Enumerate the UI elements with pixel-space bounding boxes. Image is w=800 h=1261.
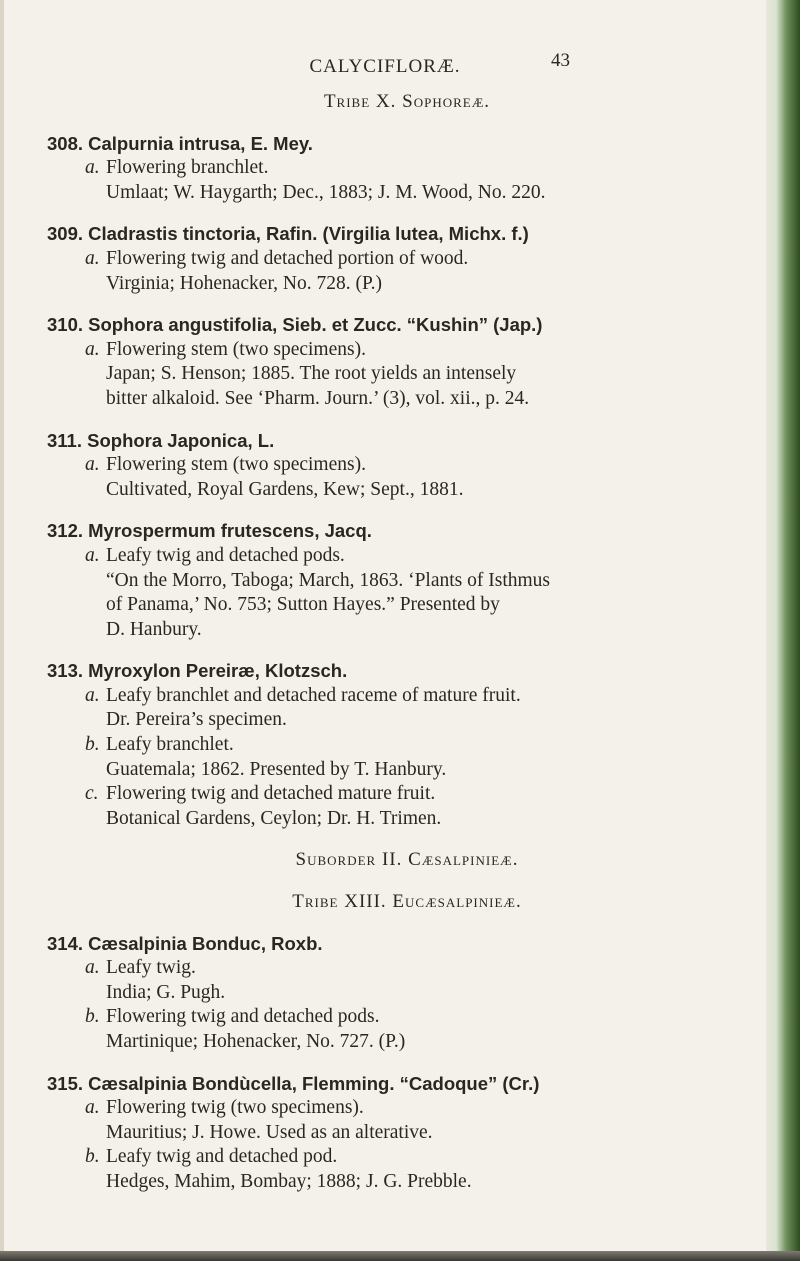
- running-head: CALYCIFLORÆ.: [309, 56, 461, 77]
- specimen-entry: [47, 932, 747, 1055]
- specimen-description: [85, 453, 747, 478]
- entry-title: 314. Cæsalpinia Bonduc, Roxb.: [47, 932, 323, 954]
- description-text: Flowering twig and detached mature fruit.: [106, 783, 436, 805]
- tribe-heading: Tribe XIII. Eucæsalpinieæ.: [292, 891, 522, 913]
- specimen-description: [85, 1096, 747, 1121]
- specimen-description: [85, 156, 747, 181]
- entry-title: 315. Cæsalpinia Bondùcella, Flemming. “Cadoque” (Cr.): [47, 1072, 540, 1094]
- specimen-description: [85, 782, 747, 807]
- item-letter: c.: [85, 783, 99, 805]
- suborder-heading: Suborder II. Cæsalpinieæ.: [295, 849, 519, 871]
- entry-title: 310. Sophora angustifolia, Sieb. et Zucc. “Kushin” (Jap.): [47, 314, 543, 336]
- item-letter: b.: [85, 1146, 100, 1168]
- entry-title: 311. Sophora Japonica, L.: [47, 429, 275, 451]
- description-text: Leafy twig and detached pods.: [106, 544, 345, 566]
- specimen-item: [47, 1005, 747, 1054]
- entry-title: 312. Myrospermum frutescens, Jacq.: [47, 520, 372, 542]
- description-text: Leafy twig and detached pod.: [106, 1146, 338, 1168]
- description-text: Flowering stem (two specimens).: [106, 338, 366, 360]
- description-text: Flowering twig and detached portion of wood.: [106, 247, 469, 269]
- page-bottom-edge: [0, 1251, 800, 1261]
- specimen-note-line: of Panama,’ No. 753; Sutton Hayes.” Presented by: [106, 594, 500, 616]
- specimen-item: [47, 1145, 747, 1194]
- specimen-item: [47, 453, 747, 502]
- specimen-item: [47, 782, 747, 831]
- description-text: Flowering stem (two specimens).: [106, 454, 366, 476]
- page-number: 43: [551, 50, 570, 71]
- specimen-note-line: Japan; S. Henson; 1885. The root yields an intensely: [106, 363, 517, 385]
- description-text: Flowering twig (two specimens).: [106, 1097, 364, 1119]
- item-letter: b.: [85, 1006, 100, 1028]
- description-text: Leafy twig.: [106, 957, 196, 979]
- specimen-note-line: Dr. Pereira’s specimen.: [106, 709, 287, 731]
- specimen-description: [85, 247, 747, 272]
- specimen-entry: [47, 1072, 747, 1195]
- entry-title: 313. Myroxylon Pereiræ, Klotzsch.: [47, 660, 348, 682]
- specimen-item: [47, 544, 747, 642]
- specimen-entry: [47, 132, 747, 206]
- specimen-entry: [47, 519, 747, 642]
- book-spine-edge: [766, 0, 800, 1261]
- item-letter: a.: [85, 1097, 100, 1119]
- description-text: Flowering branchlet.: [106, 157, 269, 179]
- specimen-note-line: Guatemala; 1862. Presented by T. Hanbury.: [106, 758, 447, 780]
- specimen-note-line: “On the Morro, Taboga; March, 1863. ‘Plants of Isthmus: [106, 569, 550, 591]
- specimen-item: [47, 684, 747, 733]
- page-header: [0, 50, 770, 80]
- specimen-item: [47, 956, 747, 1005]
- item-letter: a.: [85, 544, 100, 566]
- specimen-description: [85, 956, 747, 981]
- entry-title: 309. Cladrastis tinctoria, Rafin. (Virgilia lutea, Michx. f.): [47, 223, 529, 245]
- specimen-entry: [47, 659, 747, 831]
- specimen-item: [47, 156, 747, 205]
- specimen-entry: [47, 429, 747, 503]
- description-text: Flowering twig and detached pods.: [106, 1006, 380, 1028]
- specimen-description: [85, 684, 747, 709]
- specimen-description: [85, 338, 747, 363]
- specimen-description: [85, 1145, 747, 1170]
- specimen-entry: [47, 222, 747, 296]
- tribe-heading: Tribe X. Sophoreæ.: [323, 91, 491, 112]
- specimen-note-line: Umlaat; W. Haygarth; Dec., 1883; J. M. Wood, No. 220.: [106, 181, 546, 203]
- specimen-note-line: Martinique; Hohenacker, No. 727. (P.): [106, 1031, 406, 1052]
- specimen-entry: [47, 313, 747, 411]
- specimen-note-line: Cultivated, Royal Gardens, Kew; Sept., 1881.: [106, 478, 464, 500]
- specimen-note-line: D. Hanbury.: [106, 618, 202, 640]
- specimen-note-line: India; G. Pugh.: [106, 981, 226, 1003]
- item-letter: a.: [85, 247, 100, 269]
- page-content: [47, 90, 747, 1195]
- item-letter: b.: [85, 734, 100, 756]
- specimen-item: [47, 338, 747, 412]
- specimen-description: [85, 1005, 747, 1030]
- specimen-note-line: bitter alkaloid. See ‘Pharm. Journ.’ (3), vol. xii., p. 24.: [106, 387, 530, 409]
- item-letter: a.: [85, 957, 100, 979]
- specimen-item: [47, 733, 747, 782]
- item-letter: a.: [85, 684, 100, 706]
- specimen-description: [85, 544, 747, 569]
- description-text: Leafy branchlet.: [106, 734, 234, 756]
- item-letter: a.: [85, 157, 100, 179]
- description-text: Leafy branchlet and detached raceme of mature fruit.: [106, 684, 521, 706]
- page-left-edge: [0, 0, 4, 1261]
- specimen-item: [47, 247, 747, 296]
- specimen-note-line: Virginia; Hohenacker, No. 728. (P.): [106, 272, 383, 294]
- entry-title: 308. Calpurnia intrusa, E. Mey.: [47, 132, 313, 154]
- specimen-note-line: Mauritius; J. Howe. Used as an alterative.: [106, 1121, 433, 1143]
- specimen-item: [47, 1096, 747, 1145]
- specimen-note-line: Hedges, Mahim, Bombay; 1888; J. G. Prebble.: [106, 1170, 472, 1192]
- specimen-note-line: Botanical Gardens, Ceylon; Dr. H. Trimen.: [106, 807, 442, 829]
- specimen-description: [85, 733, 747, 758]
- item-letter: a.: [85, 338, 100, 360]
- item-letter: a.: [85, 454, 100, 476]
